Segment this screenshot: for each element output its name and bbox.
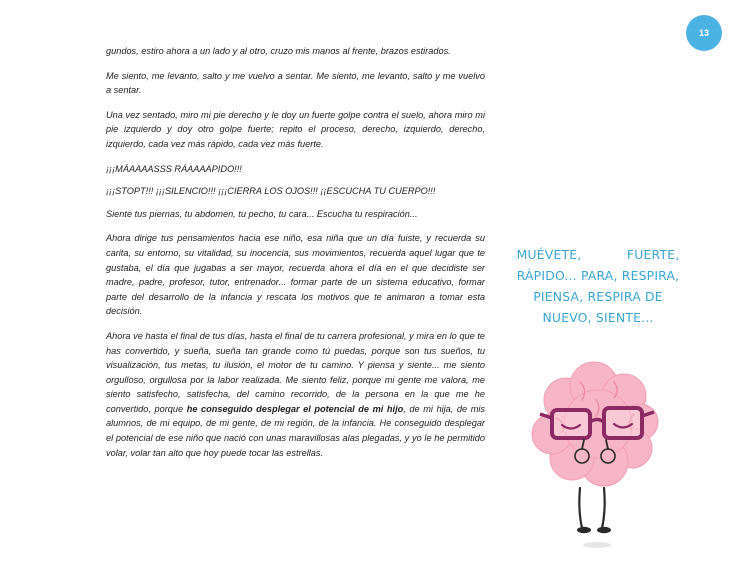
shadow <box>583 542 611 548</box>
callout-line-1: MUÉVETE, FUERTE, <box>516 247 680 262</box>
paragraph-6: Siente tus piernas, tu abdomen, tu pecho, tu cara... Escucha tu respiración... <box>106 208 418 219</box>
callout-line-3: PIENSA, RESPIRA DE <box>533 289 663 304</box>
paragraph-4: ¡¡¡MÁAAAASSS RÁAAAAPIDO!!! <box>106 163 242 174</box>
paragraph-3: Una vez sentado, miro mi pie derecho y le doy un fuerte golpe contra el suelo, ahora miro mi pie izquierdo y doy otro golpe fuerte; repito el proceso, derecho, izquierdo, derecho, izquierdo, cada vez más rápido, cada vez más fuerte. <box>106 109 485 149</box>
body-text <box>106 44 485 470</box>
paragraph-7: Ahora dirige tus pensamientos hacia ese niño, esa niña que un día fuiste, y recuerda su carita, su entorno, su vitalidad, su inocencia, sus movimientos, recuerda aquel lugar que te gustaba, el día que jugabas a ser mayor, recuerda ahora el día en el que decidiste ser madre, padre, profesor, tutor, entrenador... formar parte de un sistema educativo, formar parte del desarrollo de la infancia y rescata los motivos que te animaron a tomar esta decisión. <box>106 233 485 317</box>
callout-text <box>500 244 696 328</box>
page-number-badge <box>686 15 722 51</box>
paragraph-8-start: Ahora ve hasta el final de tus días, hasta el final de tu carrera profesional, y mira en lo que te has convertido, y sueña, sueña tan grande como tú puedas, porque son tus sueños, tu visualización, tus metas, tu ilusión, el motor de tu camino. Y piensa y siente... me siento orgulloso, orgullosa por la labor realizada. Me siento feliz, porque mi gente me valora, me siento satisfecho, satisfecha, del camino recorrido, de la persona en la que me he convertido, porque <box>106 330 485 414</box>
callout-line-4: NUEVO, SIENTE... <box>542 310 654 325</box>
brain-with-glasses-icon <box>522 360 672 555</box>
paragraph-1: gundos, estiro ahora a un lado y al otro, cruzo mis manos al frente, brazos estirados. <box>106 46 451 56</box>
paragraph-8 <box>106 329 485 460</box>
paragraph-8-bold: he conseguido desplegar el potencial de mi hijo <box>186 403 404 414</box>
paragraph-5: ¡¡¡STOPT!!! ¡¡¡SILENCIO!!! ¡¡¡CIERRA LOS OJOS!!! ¡¡ESCUCHA TU CUERPO!!! <box>106 186 436 197</box>
paragraph-8-end: , de mi hija, de mis alumnos, de mi equipo, de mi gente, de mi región, de la infancia. He conseguido desplegar el potencial de ese niño que nació con unas maravillosas alas plegadas, y yo le he permitido volar, volar tan alto que hoy puede tocar las estrellas. <box>106 403 485 458</box>
page-number: 13 <box>698 28 709 38</box>
callout-line-2: RÁPIDO... PARA, RESPIRA, <box>516 268 680 283</box>
paragraph-2: Me siento, me levanto, salto y me vuelvo a sentar. Me siento, me levanto, salto y me vuelvo a sentar. <box>106 70 485 96</box>
